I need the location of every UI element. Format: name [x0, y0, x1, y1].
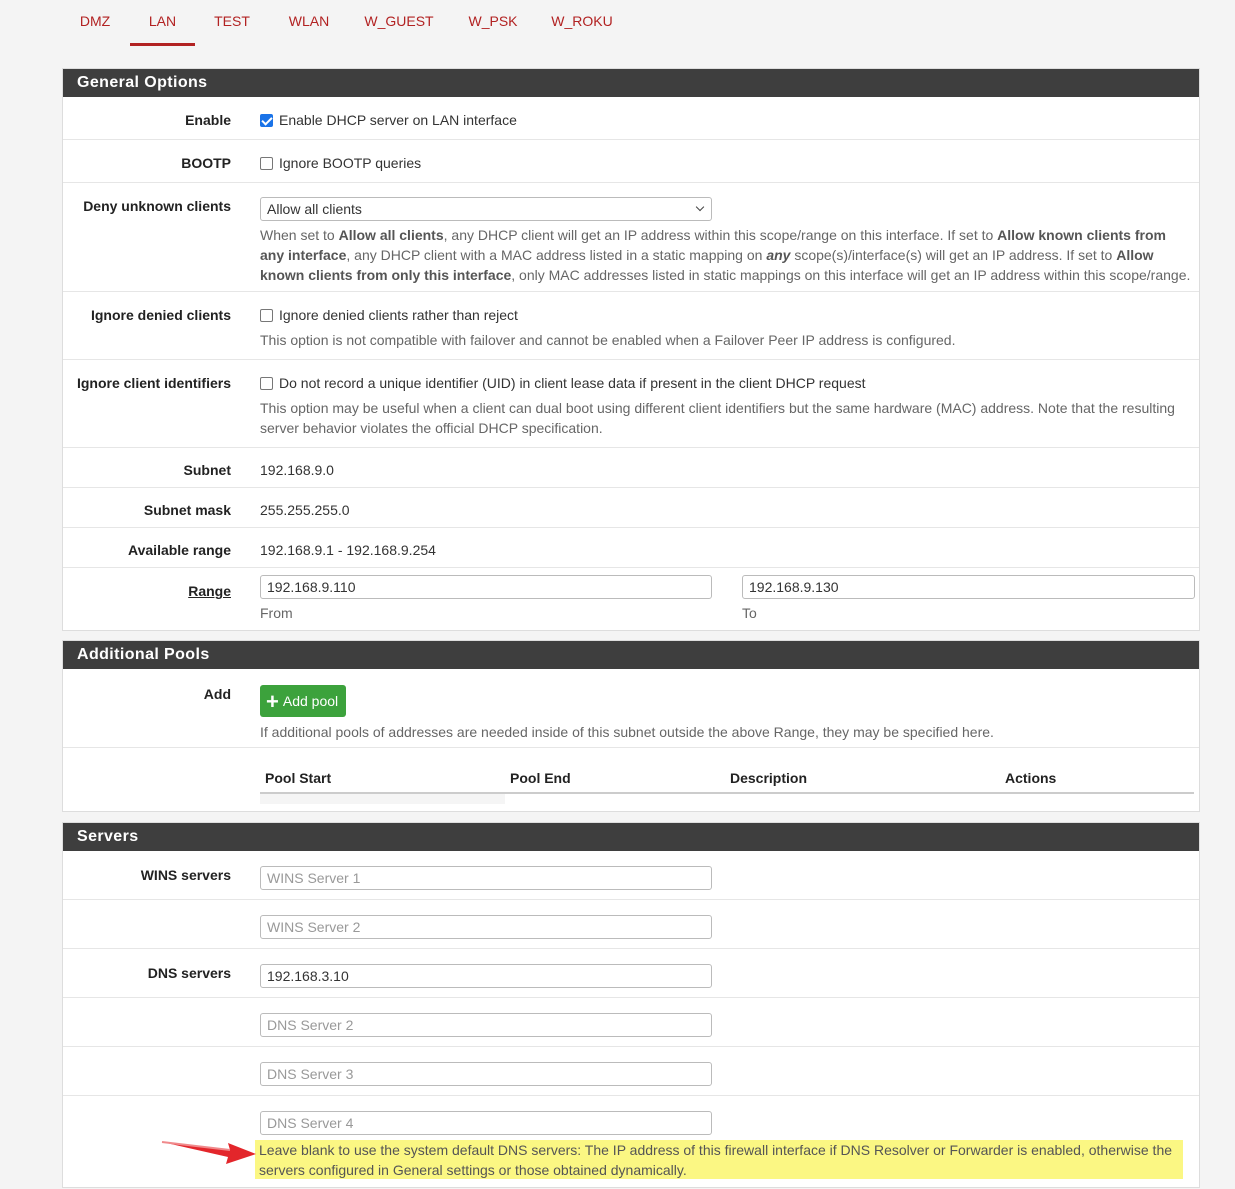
- ignore-ids-checkbox-label: Do not record a unique identifier (UID) in client lease data if present in the client DHCP request: [279, 375, 866, 391]
- tab-w-roku[interactable]: W_ROKU: [551, 13, 613, 29]
- dns-row-2: [63, 998, 1199, 1047]
- available-range-row: [63, 528, 1199, 568]
- wins-server-1-input[interactable]: WINS Server 1: [260, 866, 712, 890]
- range-to-label: To: [742, 605, 757, 621]
- dns-server-1-input[interactable]: 192.168.3.10: [260, 964, 712, 988]
- tab-dmz[interactable]: DMZ: [79, 13, 111, 29]
- ignore-denied-help: This option is not compatible with failover and cannot be enabled when a Failover Peer IP address is configured.: [260, 332, 956, 348]
- tab-w-psk[interactable]: W_PSK: [468, 13, 518, 29]
- description-header: Description: [730, 770, 808, 786]
- additional-pools-panel: [62, 640, 1200, 812]
- enable-row: [63, 97, 1199, 140]
- ignore-ids-checkbox-group[interactable]: [260, 375, 1193, 391]
- bootp-row: [63, 140, 1199, 183]
- ignore-denied-label: Ignore denied clients: [90, 307, 231, 323]
- range-to-input[interactable]: 192.168.9.130: [742, 575, 1195, 599]
- add-pool-button[interactable]: + Add pool: [260, 685, 346, 717]
- panel-title: General Options: [63, 69, 1199, 97]
- panel-title: Servers: [63, 823, 1199, 851]
- add-label: Add: [203, 686, 231, 702]
- deny-unknown-help: When set to Allow all clients, any DHCP client will get an IP address within this scope/range on this interface. If set to Allow known clients from any interface, any DHCP client with a MAC address listed in a static mapping on any scope(s)/interface(s) will get an IP address. If set to Allow known clients from only this interface, only MAC addresses listed in static mappings on this interface will get an IP address within this scope/range.: [260, 227, 1191, 283]
- tab-test[interactable]: TEST: [214, 13, 250, 29]
- deny-unknown-row: [63, 183, 1199, 292]
- range-from-input[interactable]: 192.168.9.110: [260, 575, 712, 599]
- ignore-denied-checkbox-group[interactable]: [260, 307, 1193, 323]
- pool-end-header: Pool End: [510, 770, 571, 786]
- annotation-arrow-icon: [160, 1138, 260, 1170]
- dns-servers-label: DNS servers: [147, 965, 231, 981]
- bootp-checkbox-label: Ignore BOOTP queries: [279, 155, 422, 171]
- ignore-denied-checkbox-label: Ignore denied clients rather than reject: [279, 307, 518, 323]
- ignore-ids-help: This option may be useful when a client can dual boot using different client identifiers but the same hardware (MAC) address. Note that the resulting server behavior violates the official DHCP specification.: [260, 400, 1175, 436]
- ignore-denied-row: [63, 292, 1199, 360]
- ignore-ids-label: Ignore client identifiers: [76, 375, 231, 391]
- plus-icon: +: [266, 689, 279, 714]
- deny-unknown-selected: Allow all clients: [267, 201, 362, 217]
- pool-start-header: Pool Start: [265, 770, 332, 786]
- general-options-panel: [62, 68, 1200, 631]
- subnet-mask-row: [63, 488, 1199, 528]
- bootp-checkbox-group[interactable]: [260, 155, 1193, 171]
- wins-row-1: [63, 851, 1199, 900]
- add-pool-help: If additional pools of addresses are needed inside of this subnet outside the above Range, they may be specified here.: [260, 724, 994, 740]
- enable-label: Enable: [185, 112, 231, 128]
- wins-row-2: [63, 900, 1199, 949]
- actions-header: Actions: [1005, 770, 1057, 786]
- enable-checkbox-label: Enable DHCP server on LAN interface: [279, 112, 517, 128]
- pools-table-row: [63, 748, 1199, 811]
- ignore-ids-checkbox[interactable]: [260, 377, 273, 390]
- dns-servers-help: Leave blank to use the system default DNS servers: The IP address of this firewall interface if DNS Resolver or Forwarder is enabled, otherwise the servers configured in General settings or those obtained dynamically.: [255, 1140, 1183, 1179]
- enable-checkbox[interactable]: [260, 114, 273, 127]
- subnet-mask-label: Subnet mask: [143, 502, 231, 518]
- ignore-denied-checkbox[interactable]: [260, 309, 273, 322]
- dns-server-4-input[interactable]: DNS Server 4: [260, 1111, 712, 1135]
- range-from-label: From: [260, 605, 293, 621]
- subnet-value: 192.168.9.0: [260, 462, 334, 478]
- dns-server-2-input[interactable]: DNS Server 2: [260, 1013, 712, 1037]
- panel-title: Additional Pools: [63, 641, 1199, 669]
- servers-panel: [62, 822, 1200, 1188]
- available-range-label: Available range: [128, 542, 231, 558]
- subnet-label: Subnet: [183, 462, 231, 478]
- available-range-value: 192.168.9.1 - 192.168.9.254: [260, 542, 436, 558]
- table-empty-row: [260, 794, 505, 804]
- dns-server-3-input[interactable]: DNS Server 3: [260, 1062, 712, 1086]
- deny-unknown-label: Deny unknown clients: [83, 198, 231, 214]
- subnet-mask-value: 255.255.255.0: [260, 502, 350, 518]
- dns-row-1: [63, 949, 1199, 998]
- wins-servers-label: WINS servers: [140, 867, 231, 883]
- range-row: [63, 568, 1199, 630]
- enable-checkbox-group[interactable]: [260, 112, 1193, 128]
- deny-unknown-select[interactable]: [260, 197, 712, 221]
- subnet-row: [63, 448, 1199, 488]
- ignore-ids-row: [63, 360, 1199, 448]
- bootp-checkbox[interactable]: [260, 157, 273, 170]
- tab-lan[interactable]: LAN: [130, 0, 195, 48]
- range-label[interactable]: Range: [188, 583, 231, 599]
- dns-row-3: [63, 1047, 1199, 1096]
- tab-wlan[interactable]: WLAN: [288, 13, 330, 29]
- add-pool-row: [63, 669, 1199, 748]
- tab-w-guest[interactable]: W_GUEST: [364, 13, 434, 29]
- interface-tabs: [0, 0, 1235, 48]
- bootp-label: BOOTP: [181, 155, 231, 171]
- wins-server-2-input[interactable]: WINS Server 2: [260, 915, 712, 939]
